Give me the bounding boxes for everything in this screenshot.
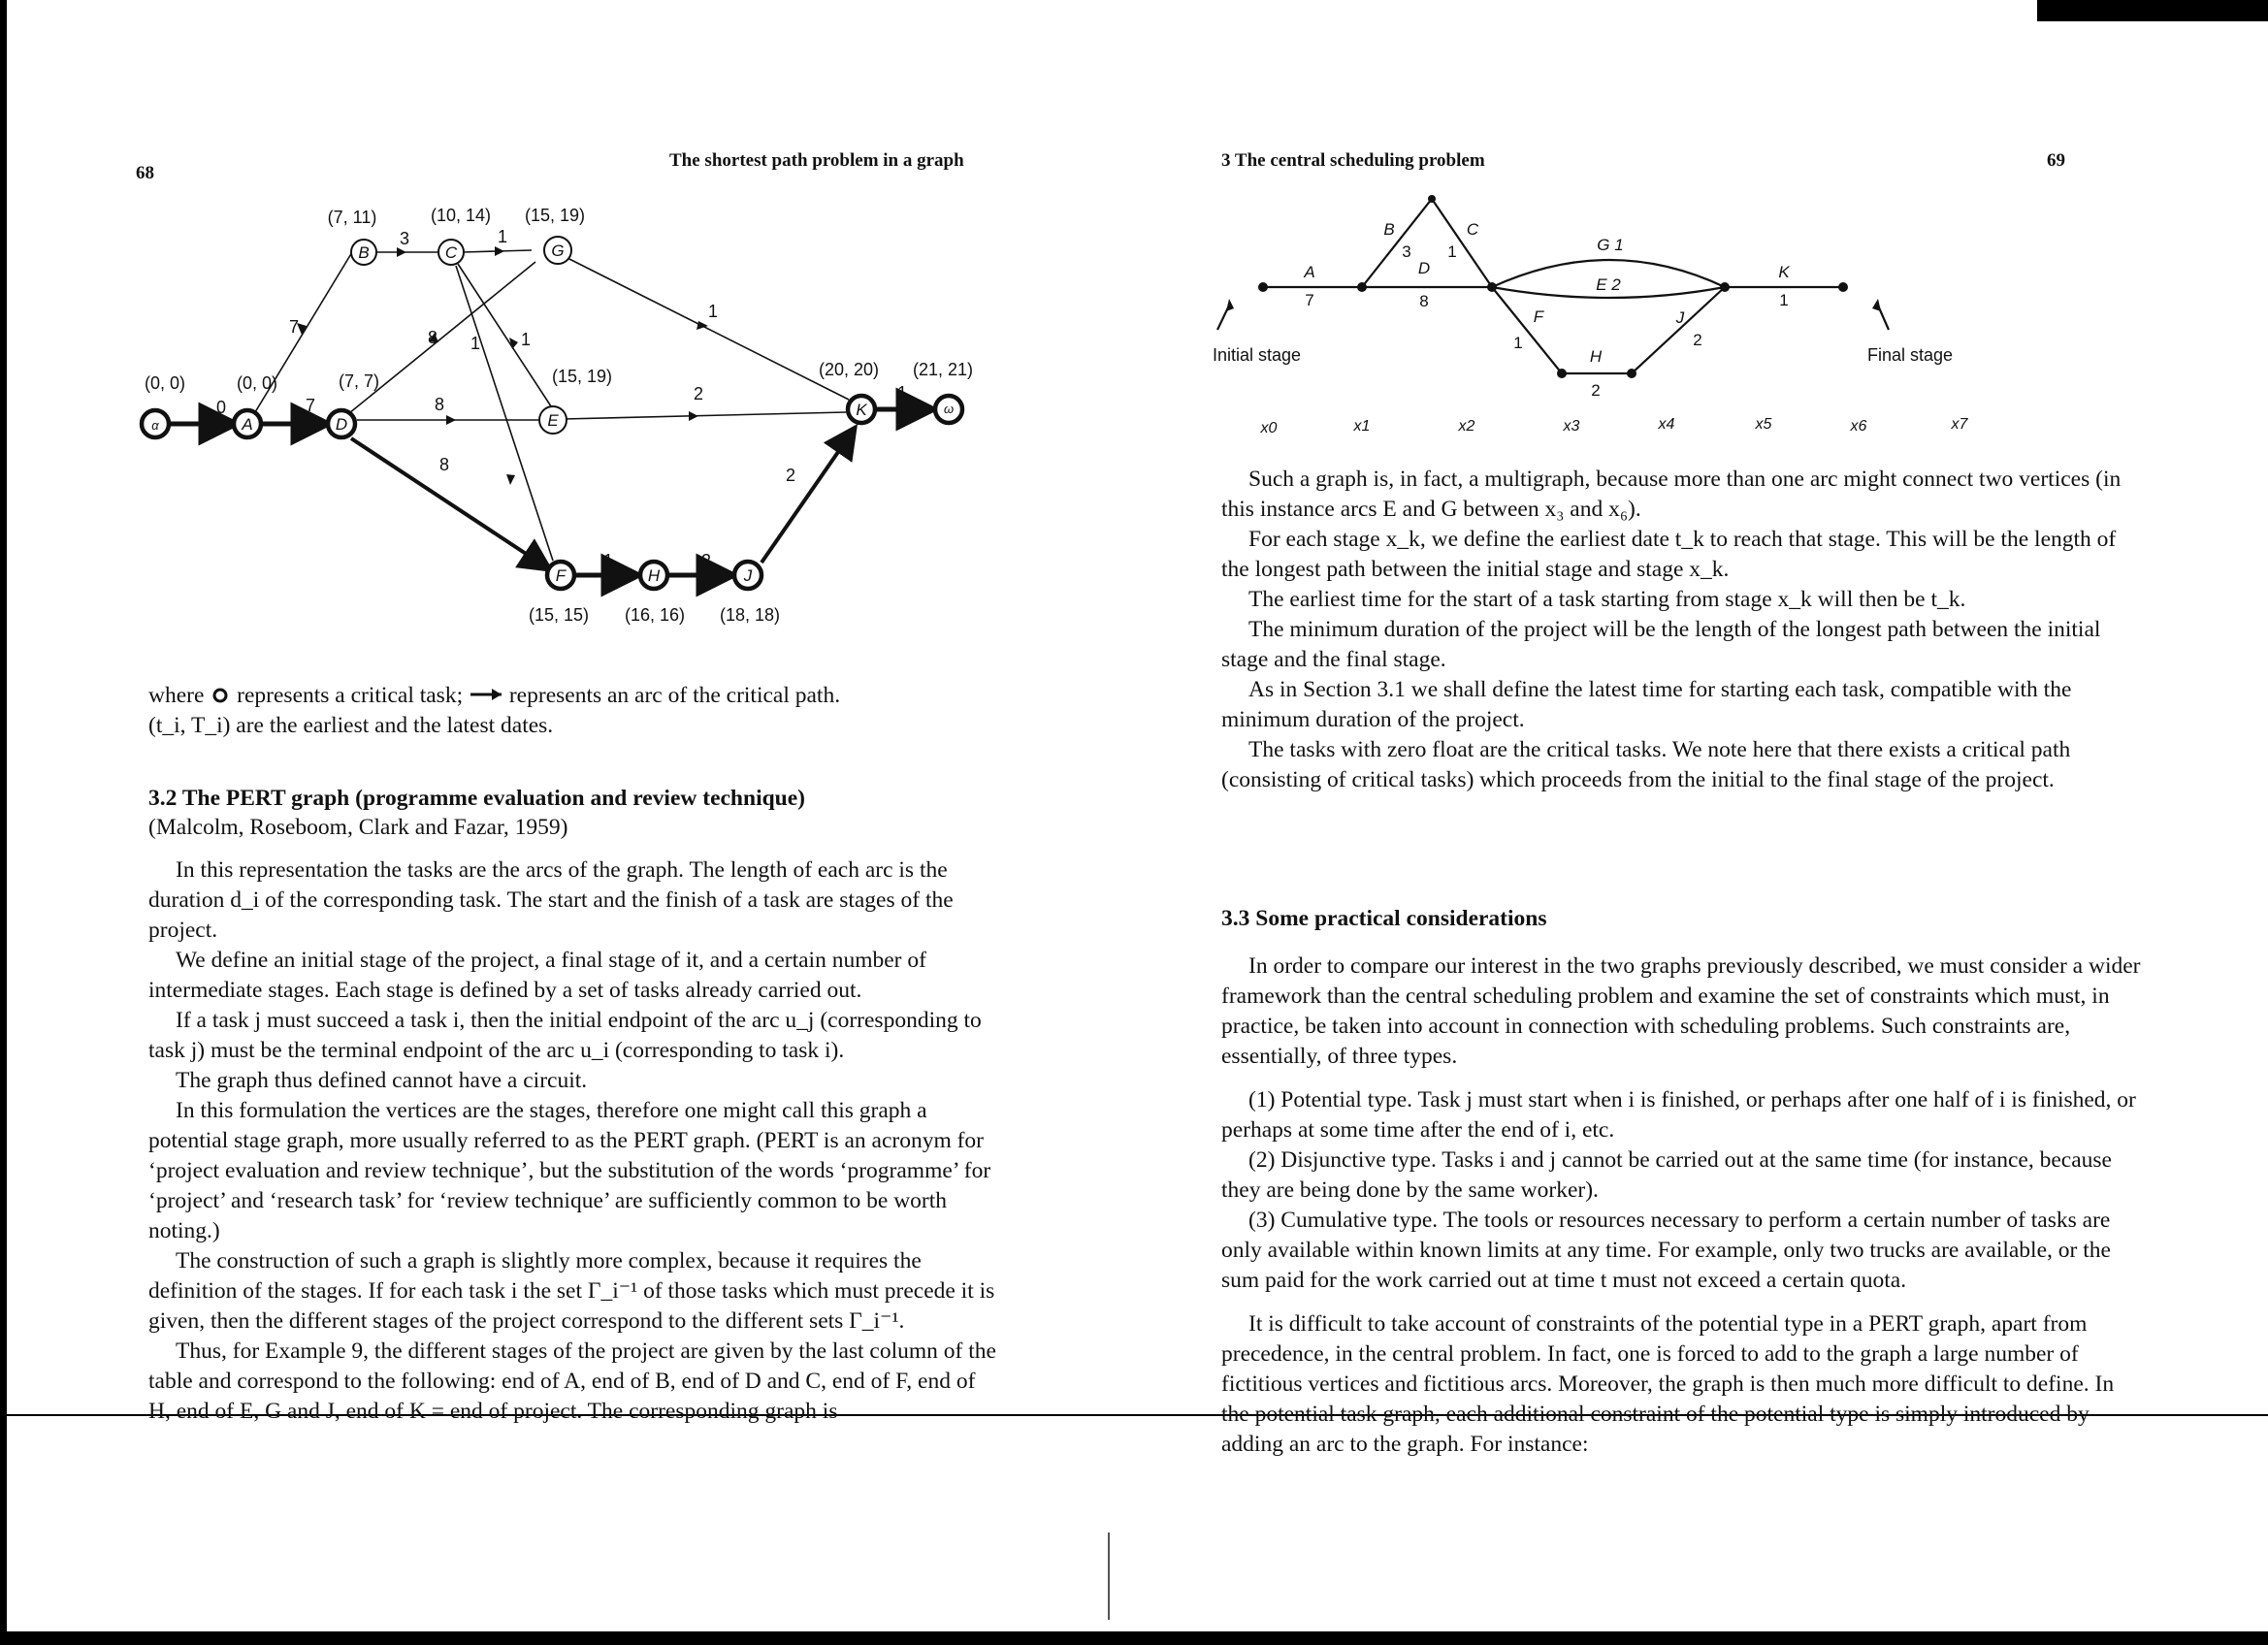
arc-label-D: D [1417, 259, 1431, 277]
legend-suffix: represents an arc of the critical path. [508, 683, 841, 708]
arc-len-D: 8 [1419, 292, 1429, 310]
date-J: (18, 18) [719, 605, 781, 625]
node-K-label: K [856, 401, 867, 419]
edge-label-C-E: 1 [520, 330, 532, 349]
stage-x5: x5 [1755, 416, 1772, 433]
edge-label-A-D: 7 [305, 396, 316, 415]
arc-F-H-J [1492, 287, 1725, 373]
section-title: 3.3 Some practical considerations [1221, 906, 1547, 931]
arc-label-C: C [1466, 220, 1479, 239]
paragraph: For each stage x_k, we define the earliest date t_k to reach that stage. This will be the length of the longest path between the initial stage and stage x_k. [1221, 527, 2117, 582]
date-omega: (21, 21) [912, 360, 974, 379]
legend-line-1 [148, 681, 1002, 711]
date-F: (15, 15) [528, 605, 590, 625]
arc-E-K [563, 412, 846, 419]
stage-x1: x1 [1353, 418, 1371, 435]
page-number: 68 [136, 163, 154, 183]
edge-label-D-E: 8 [434, 395, 445, 414]
node-H-label: H [647, 566, 661, 585]
section-3-2-heading [148, 784, 1021, 842]
running-head: The shortest path problem in a graph [669, 150, 964, 171]
stage-x4: x4 [1658, 416, 1675, 433]
section-title: 3.2 The PERT graph (programme evaluation and review technique) [148, 786, 805, 811]
paragraph: (1) Potential type. Task j must start when i is finished, or perhaps after one half of i is finished, or perhaps at some time after the end of i, etc. [1221, 1087, 2136, 1143]
arc-len-B: 3 [1402, 242, 1411, 261]
date-E: (15, 19) [551, 367, 613, 386]
edge-label-J-K: 2 [785, 466, 796, 485]
paragraph: We define an initial stage of the project, a final stage of it, and a certain number of intermediate stages. Each stage is defined by a set of tasks already carried out. [148, 948, 926, 1003]
paragraph: In order to compare our interest in the two graphs previously described, we must consider a wider framework than the central scheduling problem and examine the set of constraints which must, in practice, be taken into account in connection with scheduling problems. Such constraints are, essentially, of three types. [1221, 953, 2141, 1069]
arc-label-H: H [1589, 347, 1603, 366]
paragraph: The minimum duration of the project will be the length of the longest path between the initial stage and the final stage. [1221, 617, 2101, 672]
node-F-label: F [555, 566, 567, 585]
critical-arc-icon [469, 687, 503, 702]
paragraph: The earliest time for the start of a task starting from stage x_k will then be t_k. [1248, 587, 1966, 612]
date-A: (0, 0) [236, 373, 278, 393]
edge-label-D-G: 8 [427, 328, 438, 347]
paragraph: The tasks with zero float are the critical tasks. We note here that there exists a critical path (consisting of critical tasks) which proceeds from the initial to the final stage of the project. [1221, 737, 2071, 792]
edge-label-F-H: 1 [602, 551, 614, 570]
edge-label-K-omega: 1 [896, 383, 908, 403]
date-C: (10, 14) [430, 206, 492, 225]
paragraph: (2) Disjunctive type. Tasks i and j cannot be carried out at the same time (for instance, because they are being done by the same worker). [1221, 1147, 2112, 1203]
paragraph: As in Section 3.1 we shall define the latest time for starting each task, compatible with the minimum duration of the project. [1221, 677, 2072, 732]
right-page [1135, 0, 2268, 1645]
paragraph: Thus, for Example 9, the different stages of the project are given by the last column of the table and correspond to the following: end of A, end of B, end of D and C, end of F, end of H, end of E, G and J, end of K = end of project. The corresponding graph is [148, 1339, 996, 1424]
date-D: (7, 7) [338, 371, 380, 391]
arc-J-K [761, 427, 856, 563]
edge-label-C-G: 1 [497, 227, 508, 246]
arc-len-F: 1 [1513, 334, 1523, 352]
initial-stage-label: Initial stage [1213, 345, 1302, 365]
stage-x6: x6 [1850, 418, 1867, 435]
section-3-3-body [1221, 952, 2146, 1460]
date-B: (7, 11) [327, 208, 377, 227]
edge-label-alpha-A: 0 [215, 398, 227, 417]
paragraph: In this representation the tasks are the arcs of the graph. The length of each arc is the duration d_i of the corresponding task. The start and the finish of a task are stages of the project. [148, 857, 954, 943]
arc-label-F: F [1533, 307, 1544, 326]
edge-label-A-B: 7 [288, 317, 300, 337]
paragraph: The graph thus defined cannot have a circuit. [176, 1068, 588, 1093]
arc-label-B: B [1383, 220, 1395, 239]
date-H: (16, 16) [624, 605, 686, 625]
node-G-label: G [551, 242, 565, 260]
stage-x7: x7 [1951, 416, 1968, 433]
edge-label-G-K: 1 [707, 302, 719, 321]
node-D-label: D [335, 415, 348, 434]
paragraph: In this formulation the vertices are the stages, therefore one might call this graph a potential stage graph, more usually referred to as the PERT graph. (PERT is an acronym for ‘project evaluation and review technique’, but the substitution of the words ‘programme’ for ‘project’ and ‘research task’ for ‘review technique’ are sufficiently common to be worth noting.) [148, 1098, 991, 1243]
node-omega-label: ω [943, 402, 955, 416]
pert-graph-figure [1213, 184, 2144, 436]
arc-label-K: K [1778, 263, 1790, 281]
arc-label-G: G 1 [1597, 236, 1624, 254]
page-number: 69 [2047, 150, 2065, 171]
legend-line-2: (t_i, T_i) are the earliest and the latest dates. [148, 713, 554, 738]
date-K: (20, 20) [818, 360, 880, 379]
arc-len-C: 1 [1447, 242, 1457, 261]
stage-x0: x0 [1260, 420, 1278, 436]
stage-x2: x2 [1458, 418, 1475, 435]
date-G: (15, 19) [524, 206, 586, 225]
arc-label-A: A [1304, 263, 1315, 281]
paragraph: It is difficult to take account of constraints of the potential type in a PERT graph, apart from precedence, in the central problem. In fact, one is forced to add to the graph a large number of fictitious vertices and fictitious arcs. Moreover, the graph is then much more difficult to define. In the potential task graph, each additional constraint of the potential type is simply introduced by adding an arc to the graph. For instance: [1221, 1311, 2115, 1457]
node-J-label: J [743, 566, 753, 585]
edge-label-D-F: 8 [438, 455, 450, 474]
edge-label-D-C: 1 [470, 334, 481, 353]
arc-label-J: J [1675, 308, 1685, 327]
arc-len-H: 2 [1591, 381, 1601, 400]
final-stage-label: Final stage [1867, 345, 1954, 365]
paragraph: Such a graph is, in fact, a multigraph, because more than one arc might connect two vertices (in this instance arcs E and G between x₃ and x₆). [1221, 467, 2122, 522]
section-3-3-heading [1221, 904, 2094, 933]
node-B-label: B [358, 243, 370, 262]
arc-label-E: E 2 [1596, 275, 1621, 294]
node-E-label: E [547, 411, 559, 430]
arc-len-J: 2 [1693, 331, 1702, 349]
stage-x3: x3 [1563, 418, 1580, 435]
section-citation: (Malcolm, Roseboom, Clark and Fazar, 1959) [148, 815, 568, 840]
date-alpha: (0, 0) [144, 373, 186, 393]
legend-mid: represents a critical task; [237, 683, 464, 708]
node-A-label: A [242, 415, 253, 434]
critical-task-icon [210, 687, 231, 704]
paragraph: (3) Cumulative type. The tools or resources necessary to perform a certain number of tasks are only available within known limits at any time. For example, only two trucks are available, or the sum paid for the work carried out at time t must not exceed a certain quota. [1221, 1208, 2111, 1293]
paragraph: If a task j must succeed a task i, then the initial endpoint of the arc u_j (corresponding to task j) must be the terminal endpoint of the arc u_i (corresponding to task i). [148, 1008, 982, 1063]
edge-label-B-C: 3 [399, 229, 410, 248]
legend-prefix: where [148, 683, 205, 708]
arc-D-F [351, 438, 551, 570]
section-3-2-body [148, 855, 1000, 1427]
section-3-1-continued [1221, 465, 2146, 795]
node-C-label: C [444, 243, 458, 262]
arc-len-A: 7 [1305, 291, 1314, 309]
paragraph: The construction of such a graph is slightly more complex, because it requires the definition of the stages. If for each task i the set Γ_i⁻¹ of those tasks which must precede it is given, then the different stages of the project correspond to the different sets Γ_i⁻¹. [148, 1248, 995, 1334]
critical-path-figure [126, 194, 1154, 660]
arc-len-K: 1 [1779, 291, 1789, 309]
node-alpha-label: α [151, 418, 159, 433]
edge-label-H-J: 2 [700, 551, 712, 570]
edge-label-E-K: 2 [693, 384, 704, 403]
chapter-head: 3 The central scheduling problem [1221, 150, 1485, 171]
figure-legend [148, 681, 1002, 741]
